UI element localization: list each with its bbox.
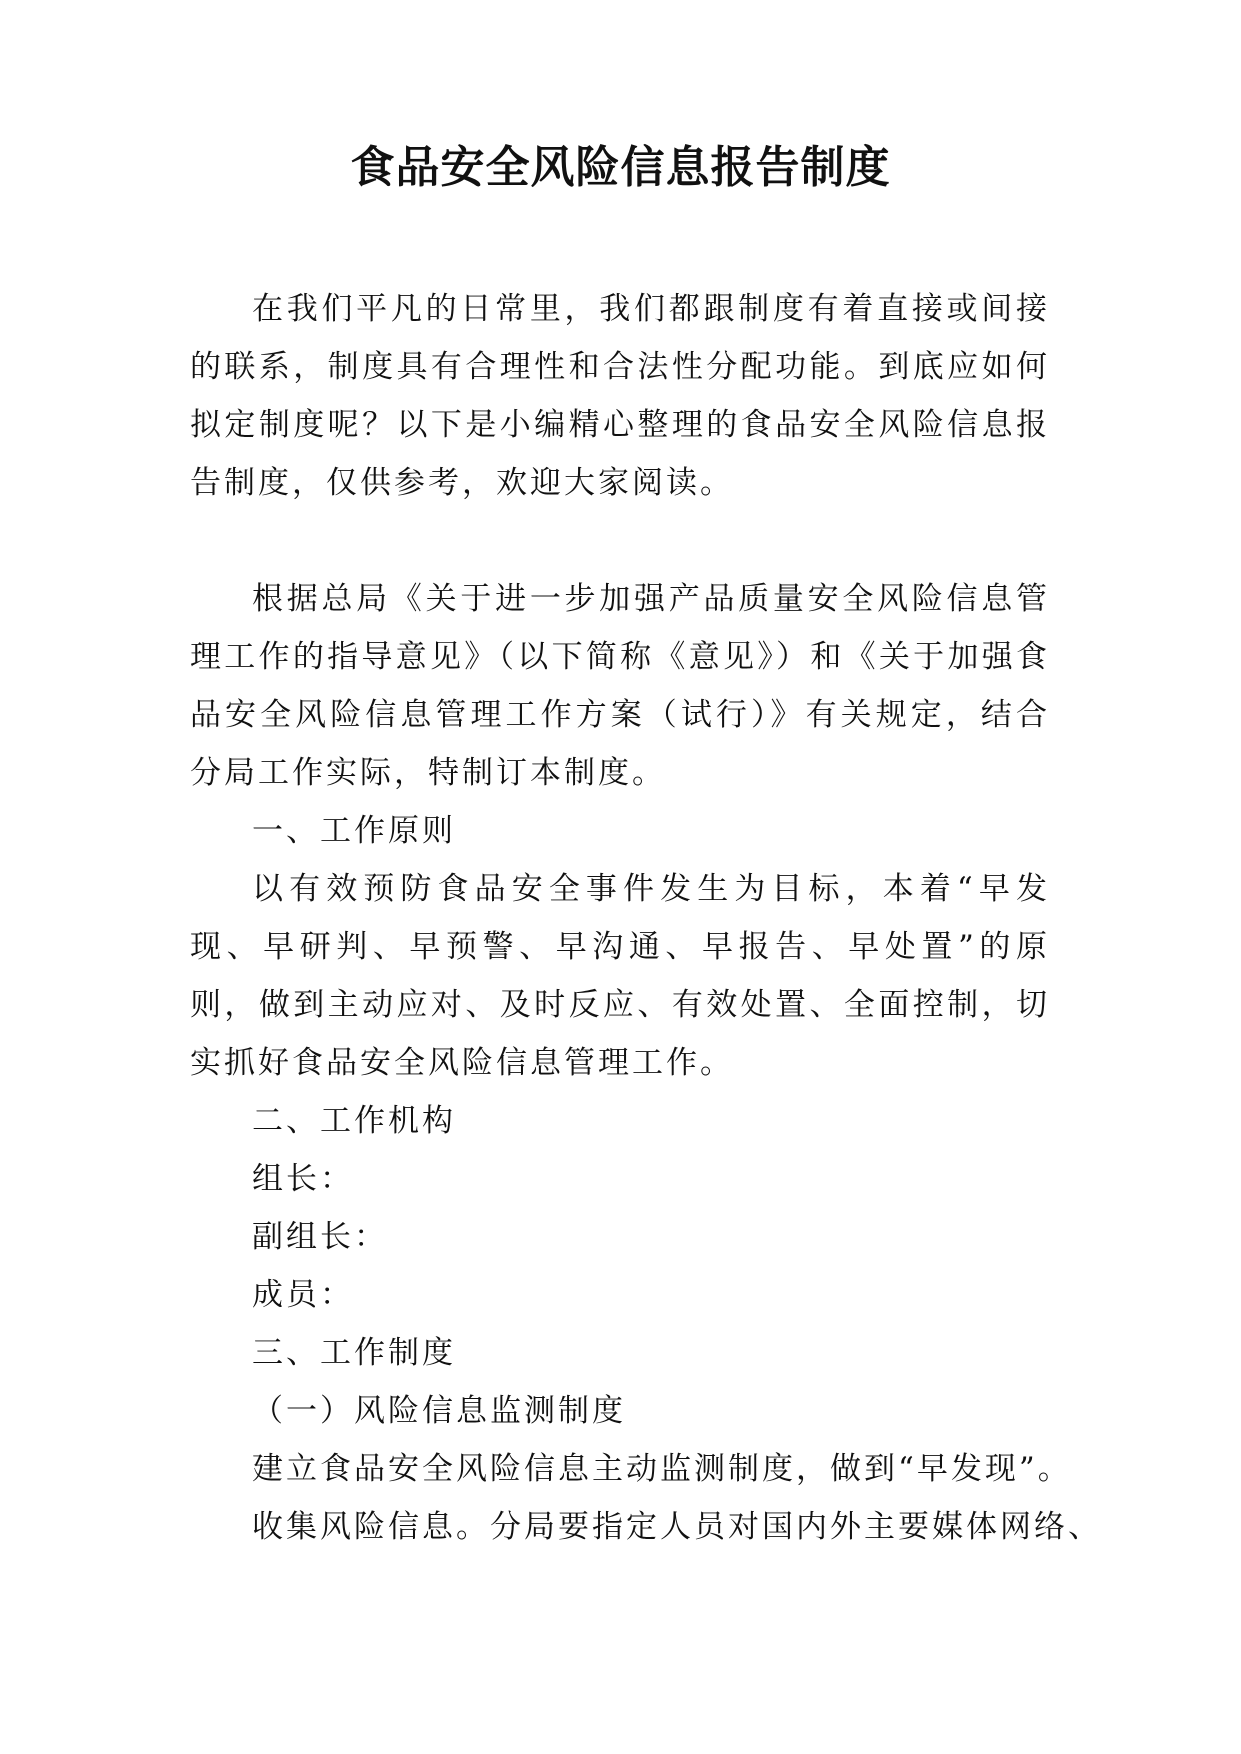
paragraph-gap (190, 512, 1050, 570)
document-body (190, 280, 1102, 1556)
deputy-leader-line: 副组长： (252, 1219, 388, 1255)
section-heading-system: 三、工作制度 (252, 1335, 456, 1371)
collect-paragraph: 收集风险信息。分局要指定人员对国内外主要媒体网络、 (252, 1509, 1102, 1545)
subsection-heading-monitoring: （一）风险信息监测制度 (252, 1393, 626, 1429)
members-line: 成员： (252, 1277, 354, 1313)
section-heading-principles: 一、工作原则 (252, 813, 456, 849)
document-title: 食品安全风险信息报告制度 (350, 142, 891, 193)
intro-paragraph: 在我们平凡的日常里，我们都跟制度有着直接或间接的联系，制度具有合理性和合法性分配功能。到底应如何拟定制度呢？以下是小编精心整理的食品安全风险信息报告制度，仅供参考，欢迎大家阅读。 (190, 291, 1050, 501)
principles-paragraph: 以有效预防食品安全事件发生为目标，本着“早发现、早研判、早预警、早沟通、早报告、早处置”的原则，做到主动应对、及时反应、有效处置、全面控制，切实抓好食品安全风险信息管理工作。 (190, 871, 1050, 1081)
basis-paragraph: 根据总局《关于进一步加强产品质量安全风险信息管理工作的指导意见》（以下简称《意见》）和《关于加强食品安全风险信息管理工作方案（试行）》有关规定，结合分局工作实际，特制订本制度。 (190, 581, 1050, 791)
section-heading-organization: 二、工作机构 (252, 1103, 456, 1139)
leader-line: 组长： (252, 1161, 354, 1197)
monitoring-paragraph: 建立食品安全风险信息主动监测制度，做到“早发现”。 (252, 1451, 1072, 1487)
